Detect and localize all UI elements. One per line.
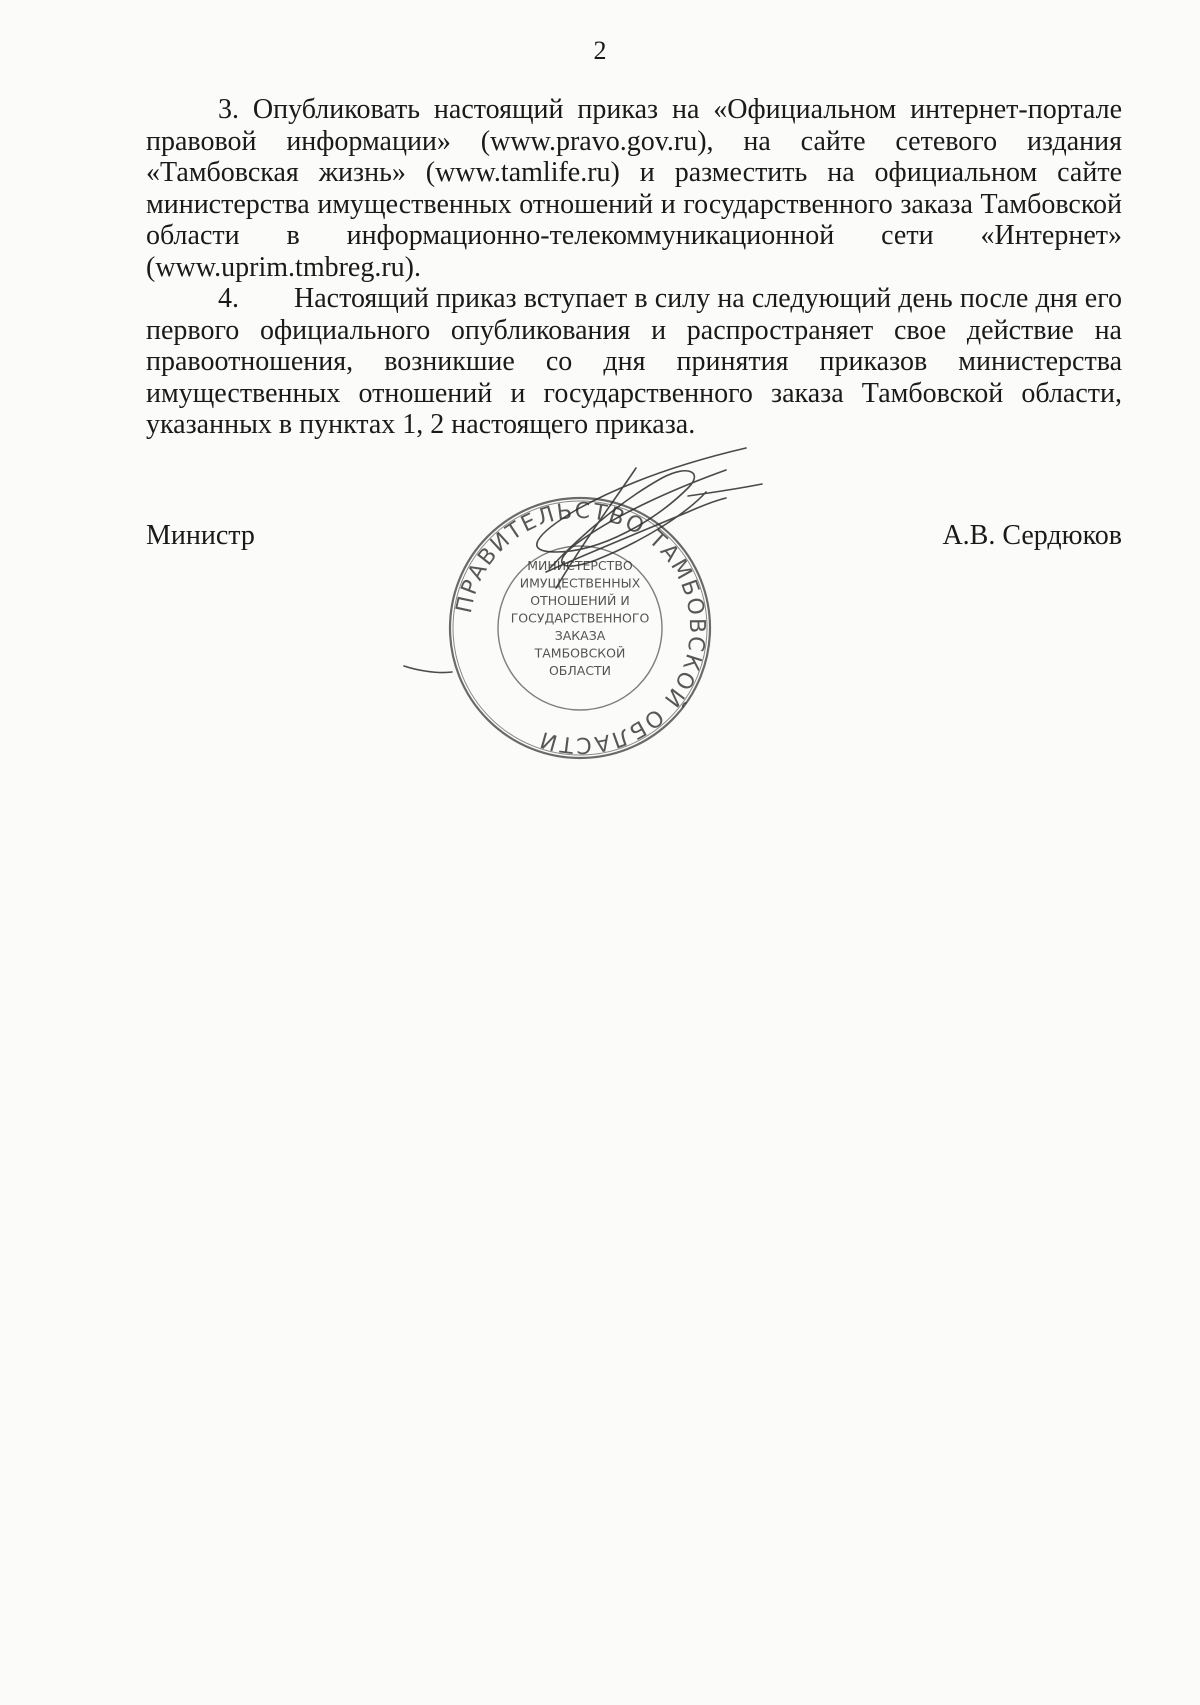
paragraph-3: [146, 94, 1122, 283]
page-number: 2: [593, 36, 607, 65]
seal-center-line: ТАМБОВСКОЙ: [534, 645, 626, 661]
seal-center-text: [511, 558, 650, 678]
seal-center-line: ИМУЩЕСТВЕННЫХ: [519, 575, 641, 591]
seal-graphic: [426, 448, 826, 768]
seal-center-line: МИНИСТЕРСТВО: [527, 558, 633, 573]
seal-center-line: ОТНОШЕНИЙ И: [530, 593, 630, 608]
seal-center-line: ОБЛАСТИ: [548, 663, 612, 678]
signer-title: Министр: [146, 520, 255, 551]
paragraph-text: Опубликовать настоящий приказ на «Официальном интернет-портале правовой информации» (www.pravo.gov.ru), на сайте сетевого издания «Тамбовская жизнь» (www.tamlife.ru) и разместить на официальном сайте министерства имущественных отношений и государственного заказа Тамбовской области в информационно-телекоммуникационной сети «Интернет» (www.uprim.tmbreg.ru).: [146, 94, 1122, 283]
signature-block: [146, 520, 1122, 560]
paragraph-4: [146, 283, 1122, 441]
paragraph-text: Настоящий приказ вступает в силу на следующий день после дня его первого официального опубликования и распространяет свое действие на правоотношения, возникшие со дня принятия приказов министерства имущественных отношений и государственного заказа Тамбовской области, указанных в пунктах 1, 2 настоящего приказа.: [146, 283, 1122, 440]
seal-center-line: ГОСУДАРСТВЕННОГО: [510, 610, 650, 626]
seal-center-line: ЗАКАЗА: [554, 628, 606, 643]
official-seal: [426, 448, 826, 768]
paragraph-number: 3.: [218, 94, 239, 125]
signer-name: А.В. Сердюков: [942, 520, 1122, 551]
paragraph-number: 4.: [218, 283, 239, 314]
seal-ring-text: ПРАВИТЕЛЬСТВО ТАМБОВСКОЙ ОБЛАСТИ: [451, 498, 710, 758]
document-body: [146, 94, 1122, 441]
